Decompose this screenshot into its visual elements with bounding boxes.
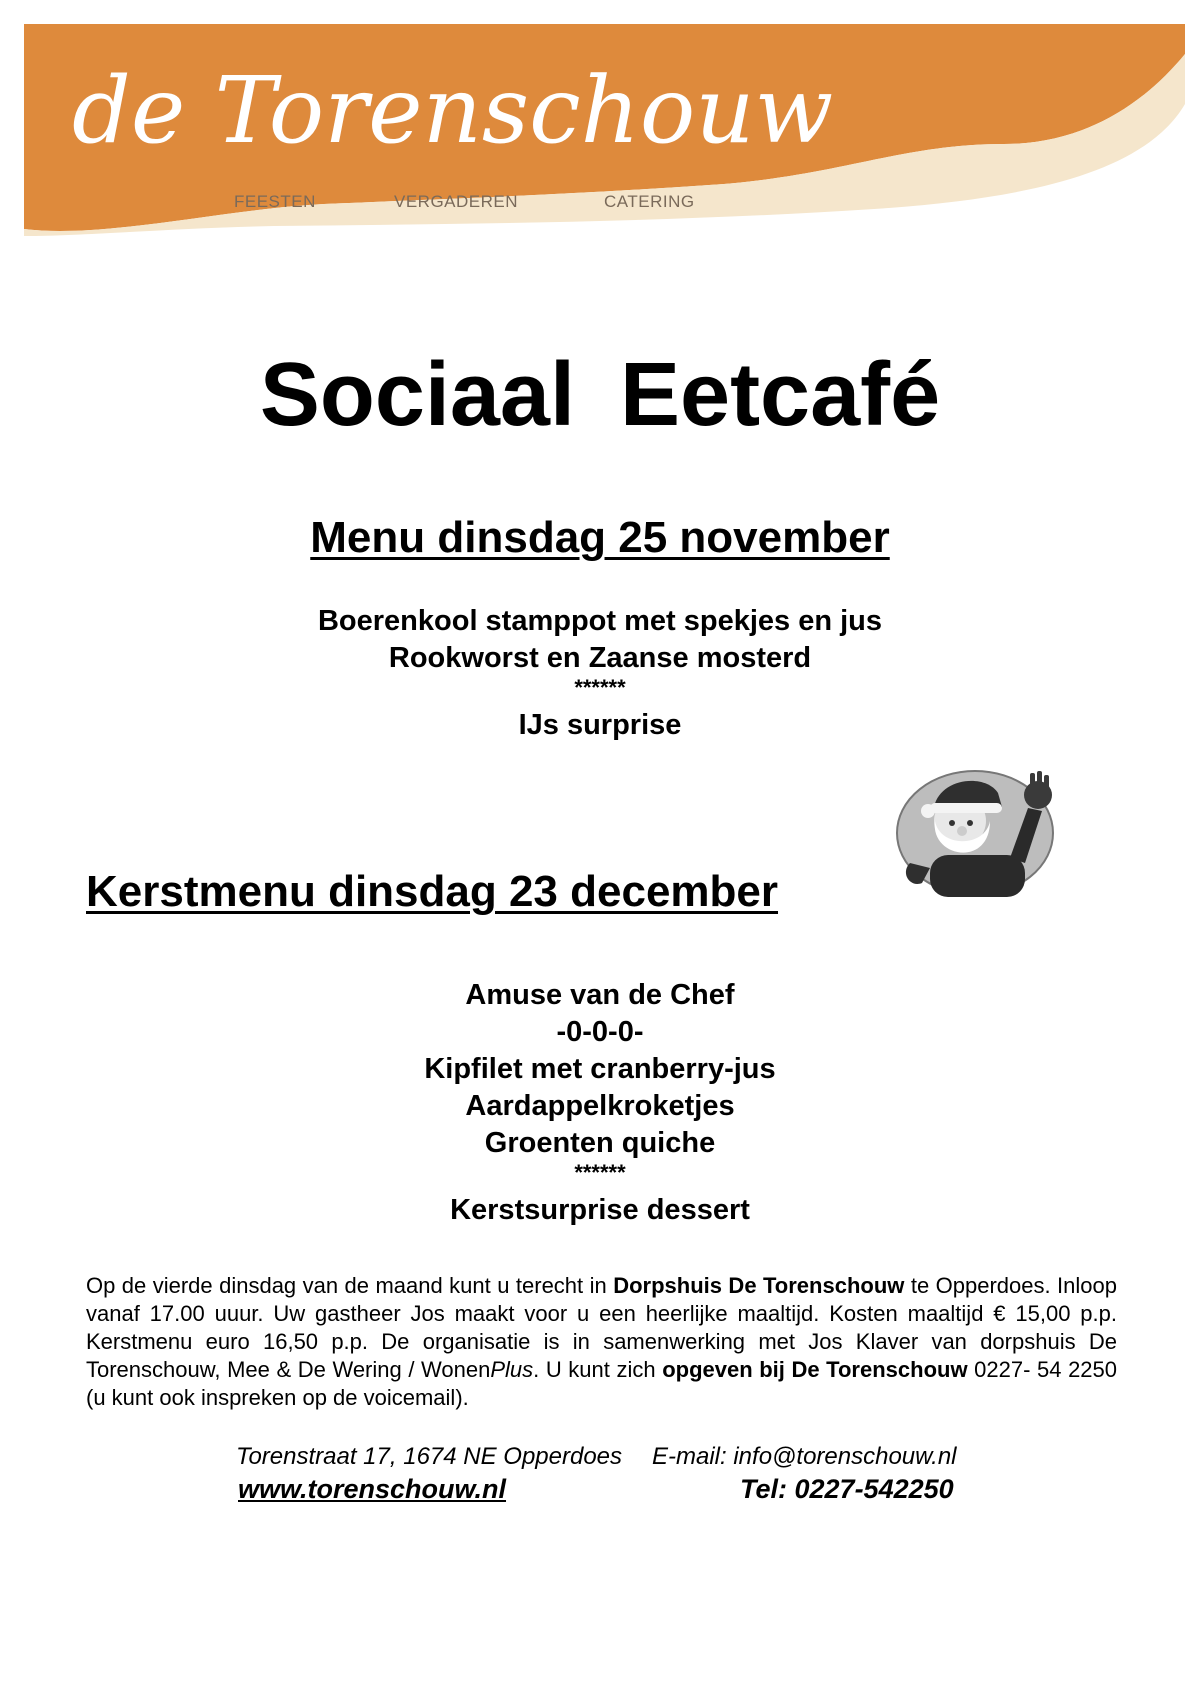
website-link[interactable]: www.torenschouw.nl	[238, 1474, 507, 1504]
phone-number: Tel: 0227-542250	[740, 1474, 954, 1504]
course-divider: -0-0-0-	[556, 1016, 644, 1048]
brand-logo-text: de Torenschouw	[72, 57, 834, 164]
course-separator: ******	[574, 1160, 626, 1185]
signup-text: opgeven bij De Torenschouw	[662, 1357, 968, 1382]
dish-side: Aardappelkroketjes	[465, 1090, 735, 1122]
dish-side: Rookworst en Zaanse mosterd	[388, 642, 812, 674]
dish-amuse: Amuse van de Chef	[465, 979, 735, 1011]
menu-november	[0, 603, 1200, 744]
venue-name: Dorpshuis De Torenschouw	[613, 1273, 905, 1298]
address: Torenstraat 17, 1674 NE Opperdoes	[236, 1443, 623, 1470]
dish-main: Kipfilet met cranberry-jus	[424, 1053, 776, 1085]
menu-december	[0, 977, 1200, 1229]
nav-item-feesten[interactable]: FEESTEN	[234, 192, 316, 211]
santa-waving-icon	[890, 763, 1070, 898]
header-banner	[24, 24, 1185, 236]
page-title: Sociaal Eetcafé	[259, 345, 941, 445]
dish-dessert: Kerstsurprise dessert	[450, 1194, 750, 1226]
menu-heading-november: Menu dinsdag 25 november	[310, 513, 890, 562]
nav-item-vergaderen[interactable]: VERGADEREN	[394, 192, 519, 211]
course-separator: ******	[574, 675, 626, 700]
email-link[interactable]: E-mail: info@torenschouw.nl	[652, 1443, 957, 1470]
nav-item-catering[interactable]: CATERING	[604, 192, 695, 211]
dish-side-2: Groenten quiche	[484, 1127, 716, 1159]
menu-heading-december: Kerstmenu dinsdag 23 december	[86, 867, 779, 916]
dish-dessert: IJs surprise	[518, 709, 682, 741]
dish-main: Boerenkool stamppot met spekjes en jus	[317, 605, 883, 637]
info-paragraph: Op de vierde dinsdag van de maand kunt u terecht in Dorpshuis De Torenschouw te Opperdoes. Inloop vanaf 17.00 uuur. Uw gastheer Jos maakt voor u een heerlijke maaltijd. Kosten maaltijd € 15,00 p.p. Kerstmenu euro 16,50 p.p. De organisatie is in samenwerking met Jos Klaver van dorpshuis De Torenschouw, Mee & De Wering / WonenPlus. U kunt zich opgeven bij De Torenschouw 0227- 54 2250 (u kunt ook inspreken op de voicemail).	[86, 1273, 1118, 1410]
